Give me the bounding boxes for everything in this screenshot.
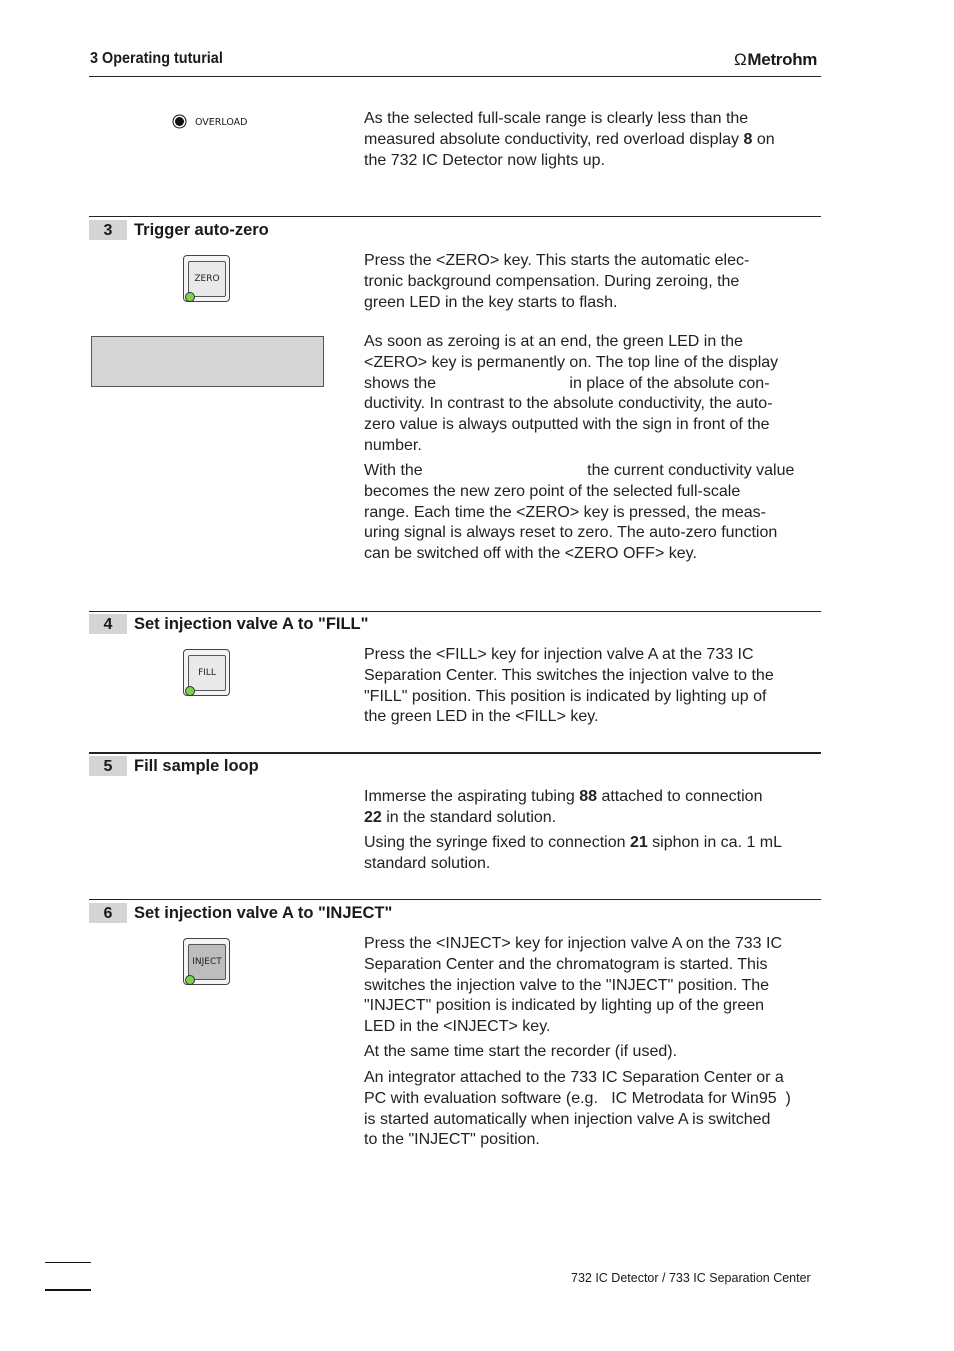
section-header: 3 Operating tuturial [90,50,223,67]
fill-key [183,649,230,696]
footer-text: 732 IC Detector / 733 IC Separation Center [571,1271,811,1285]
step-divider [89,216,821,217]
step-paragraph: Press the <FILL> key for injection valve A at the 733 IC Separation Center. This switches the injection valve to the "FILL" position. This position is indicated by lighting up of the green LED in the <FILL> key. [364,646,774,726]
step-paragraph: As soon as zeroing is at an end, the green LED in the <ZERO> key is permanently on. The top line of the display shows the in place of the absolute con- ductivity. In contrast to the absolute conductivity, the auto- zero value is always outputted with the sign in front of the number. [364,333,779,454]
green-led-icon [185,975,195,985]
step-paragraph: An integrator attached to the 733 IC Separation Center or a PC with evaluation software (e.g. IC Metrodata for Win95 ) is started automatically when injection valve A is switched to the "INJECT" position. [364,1069,791,1149]
omega-icon: Ω [734,50,747,69]
step-title: Set injection valve A to "FILL" [134,615,369,633]
step-paragraph: With the the current conductivity value becomes the new zero point of the selected full-scale range. Each time the <ZERO> key is pressed, the meas- uring signal is always reset to zero. The auto-zero function can be switched off with the <ZERO OFF> key. [364,462,795,563]
green-led-icon [185,292,195,302]
step-divider [89,611,821,612]
step-paragraph: Using the syringe fixed to connection 21 siphon in ca. 1 mL standard solution. [364,834,783,872]
zero-key-label: ZERO [188,261,226,297]
footer-rule [45,1262,91,1263]
step-number: 3 [89,220,127,240]
metrohm-logo [734,50,817,70]
header-divider [89,76,821,77]
step-number: 5 [89,756,127,776]
inject-key [183,938,230,985]
step-paragraph: Immerse the aspirating tubing 88 attached to connection 22 in the standard solution. [364,788,763,826]
step-number: 4 [89,614,127,634]
step-divider [89,752,821,754]
logo-text: Metrohm [747,50,818,69]
intro-paragraph: As the selected full-scale range is clearly less than the measured absolute conductivity, red overload display 8 on the 732 IC Detector now lights up. [364,110,775,169]
step-title: Trigger auto-zero [134,221,269,239]
green-led-icon [185,686,195,696]
step-title: Fill sample loop [134,757,259,775]
display-panel [91,336,324,387]
fill-key-label: FILL [188,655,226,691]
step-paragraph: Press the <INJECT> key for injection valve A on the 733 IC Separation Center and the chromatogram is started. This switches the injection valve to the "INJECT" position. The "INJECT" position is indicated by lighting up of the green LED in the <INJECT> key. [364,935,782,1036]
step-divider [89,899,821,900]
step-number: 6 [89,903,127,923]
footer-rule [45,1289,91,1291]
overload-label: OVERLOAD [195,117,248,128]
step-paragraph: At the same time start the recorder (if used). [364,1043,678,1060]
step-title: Set injection valve A to "INJECT" [134,904,393,922]
inject-key-label: INJECT [188,944,226,980]
zero-key [183,255,230,302]
step-paragraph: Press the <ZERO> key. This starts the automatic elec- tronic background compensation. During zeroing, the green LED in the key starts to flash. [364,252,750,311]
overload-led-icon [175,117,184,126]
